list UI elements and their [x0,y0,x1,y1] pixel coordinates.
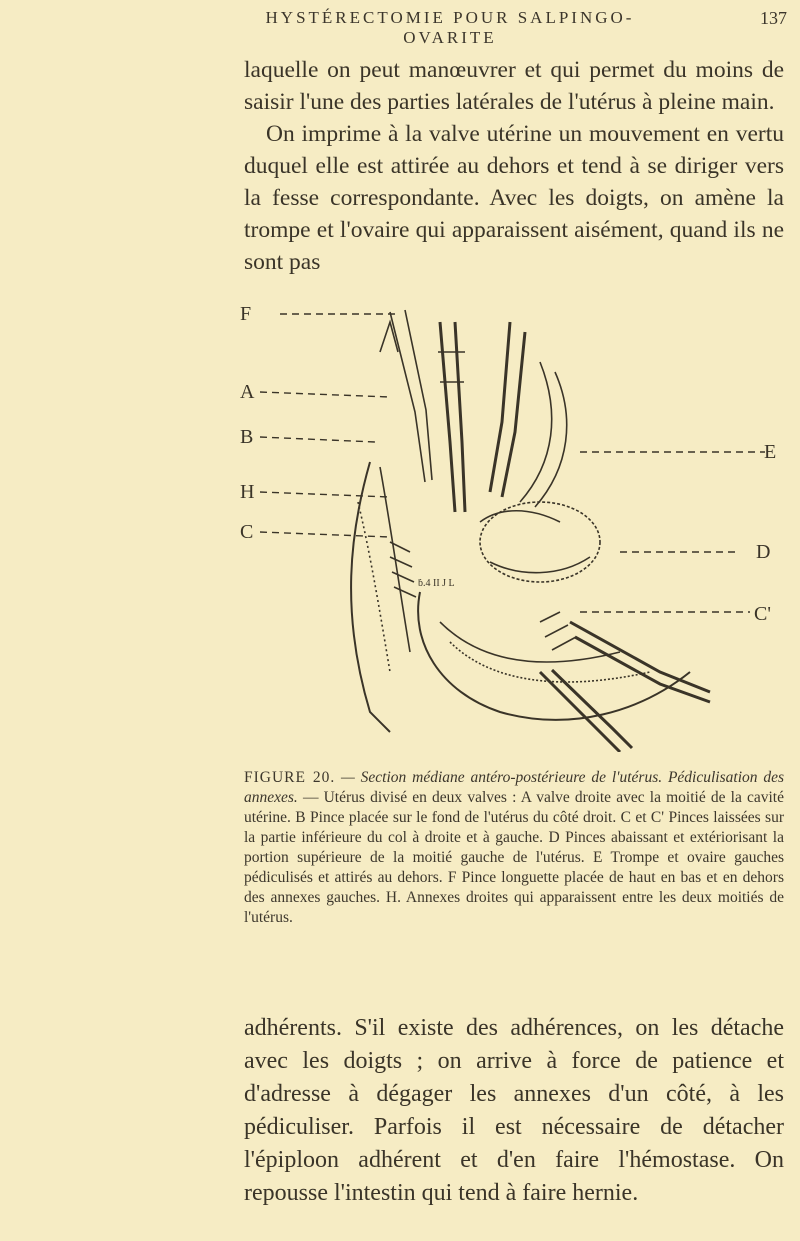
running-title: HYSTÉRECTOMIE POUR SALPINGO-OVARITE [265,8,635,47]
clamp-e-drawing [490,322,567,507]
engraver-signature: ḃ.4 II J L [418,578,455,589]
paragraph-continued: laquelle on peut manœuvrer et qui permet du moins de saisir l'une des parties latérales de l'utérus à pleine main. [244,57,784,115]
label-e: E [764,441,777,463]
label-f: F [240,303,252,325]
label-h: H [240,481,255,503]
clamp-b-drawing [438,322,465,512]
caption-figure-number: FIGURE 20. [244,769,336,786]
forceps-f-drawing [380,310,432,482]
paragraph: adhérents. S'il existe des adhérences, on les détache avec les doigts ; on arrive à force de patience et d'adresse à dégager les annexes d'un côté, à les pédiculiser. Parfois il est nécessaire de détacher l'épiploon adhérent et d'en faire l'hémostase. On repousse l'intestin qui tend à faire hernie. [244,1015,784,1206]
clamp-d-drawing [570,622,710,702]
paragraph: On imprime à la valve utérine un mouvement en vertu duquel elle est attirée au dehors et tend à se diriger vers la fesse correspondante. Avec les doigts, on amène la trompe et l'ovaire qui apparaissent aisément, quand ils ne sont pas [244,121,784,275]
caption-body: — Utérus divisé en deux valves : A valve droite avec la moitié de la cavité utérine. B Pince placée sur le fond de l'utérus du côté droit. C et C' Pinces laissées sur la partie inférieure du col à droite et à gauche. D Pinces abaissant et extériorisant la portion supérieure de la moitié gauche de l'utérus. E Trompe et ovaire gauches pédiculisés et attirés au dehors. F Pince longuette placée de haut en bas et en dehors des annexes gauches. H. Annexes droites qui apparaissent entre les deux moitiés de l'utérus. [244,789,784,926]
figure-caption [244,768,784,928]
label-c: C [240,521,254,543]
uterus-valve-right-drawing [351,462,390,732]
anatomical-figure [240,292,780,752]
uterus-body-drawing [418,592,690,720]
page-number: 137 [760,8,787,28]
label-d: D [756,541,771,563]
label-c-prime: C' [754,603,771,625]
label-a: A [240,381,255,403]
text-block-top [244,54,784,278]
uterus-section-illustration [240,292,780,752]
caption-title: — Section médiane antéro-postérieure de l'utérus. Pédiculisation des annexes. [244,769,784,806]
text-block-bottom [244,1012,784,1210]
label-b: B [240,426,254,448]
